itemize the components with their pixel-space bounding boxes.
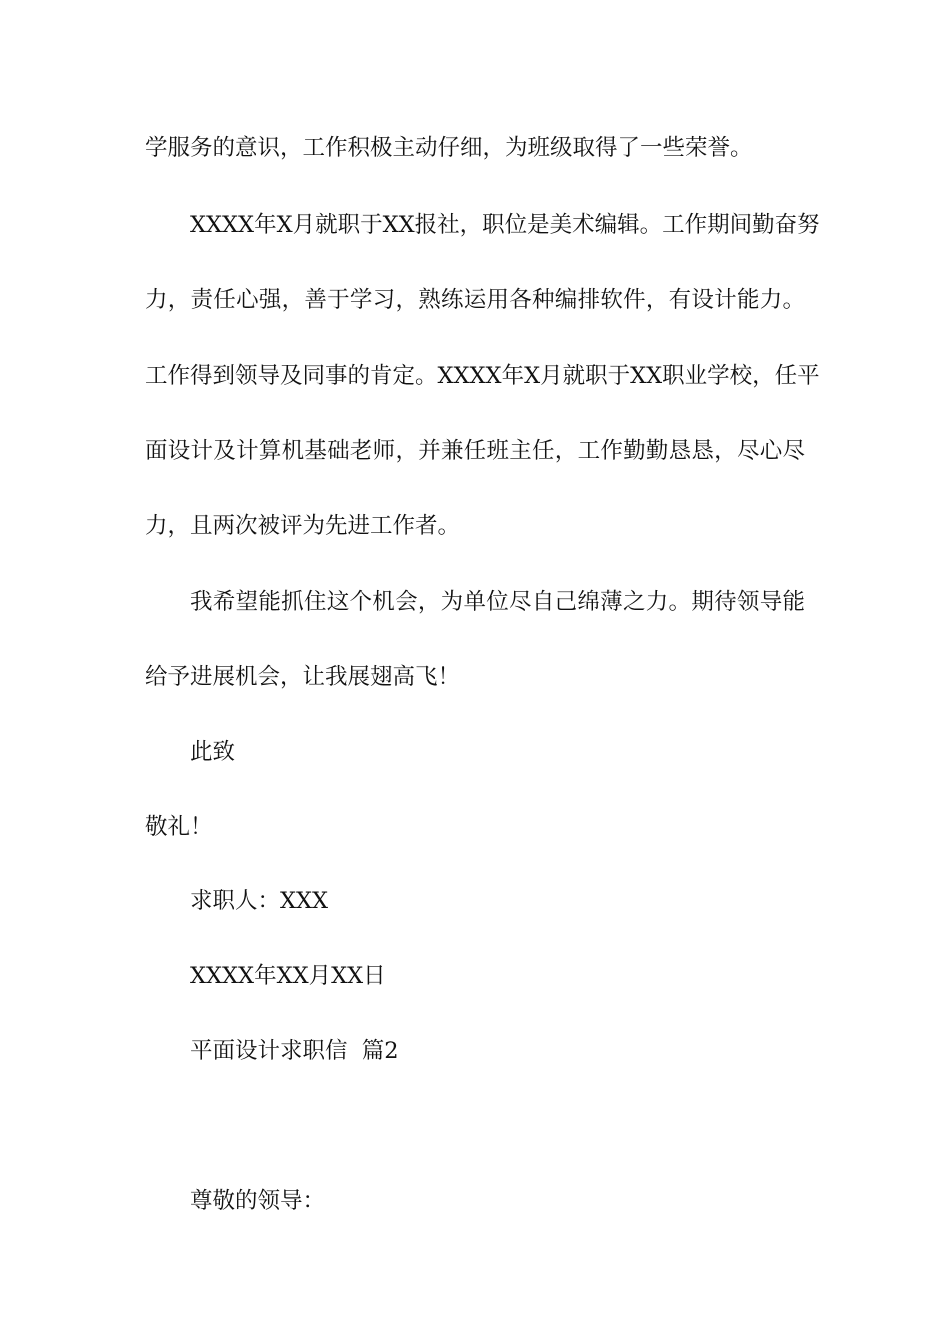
paragraph-line: 工作得到领导及同事的肯定。XXXX年X月就职于XX职业学校，任平 (145, 363, 820, 389)
closing-regards: 敬礼！ (145, 814, 213, 840)
paragraph-line: 给予进展机会，让我展翅高飞！ (145, 664, 461, 690)
paragraph-line: 力，责任心强，善于学习，熟练运用各种编排软件，有设计能力。 (145, 287, 805, 313)
paragraph-line: 我希望能抓住这个机会，为单位尽自己绵薄之力。期待领导能 (190, 589, 805, 615)
paragraph-line: 力，且两次被评为先进工作者。 (145, 513, 461, 539)
letter-greeting: 尊敬的领导： (190, 1188, 326, 1214)
paragraph-line: XXXX年X月就职于XX报社，职位是美术编辑。工作期间勤奋努 (190, 212, 820, 238)
letter-date: XXXX年XX月XX日 (190, 963, 386, 989)
closing-salutation: 此致 (190, 739, 236, 765)
section-title: 平面设计求职信 篇2 (190, 1038, 399, 1064)
applicant-signature: 求职人：XXX (190, 888, 329, 914)
paragraph-line: 学服务的意识，工作积极主动仔细，为班级取得了一些荣誉。 (145, 135, 753, 161)
paragraph-line: 面设计及计算机基础老师，并兼任班主任，工作勤勤恳恳，尽心尽 (145, 438, 805, 464)
